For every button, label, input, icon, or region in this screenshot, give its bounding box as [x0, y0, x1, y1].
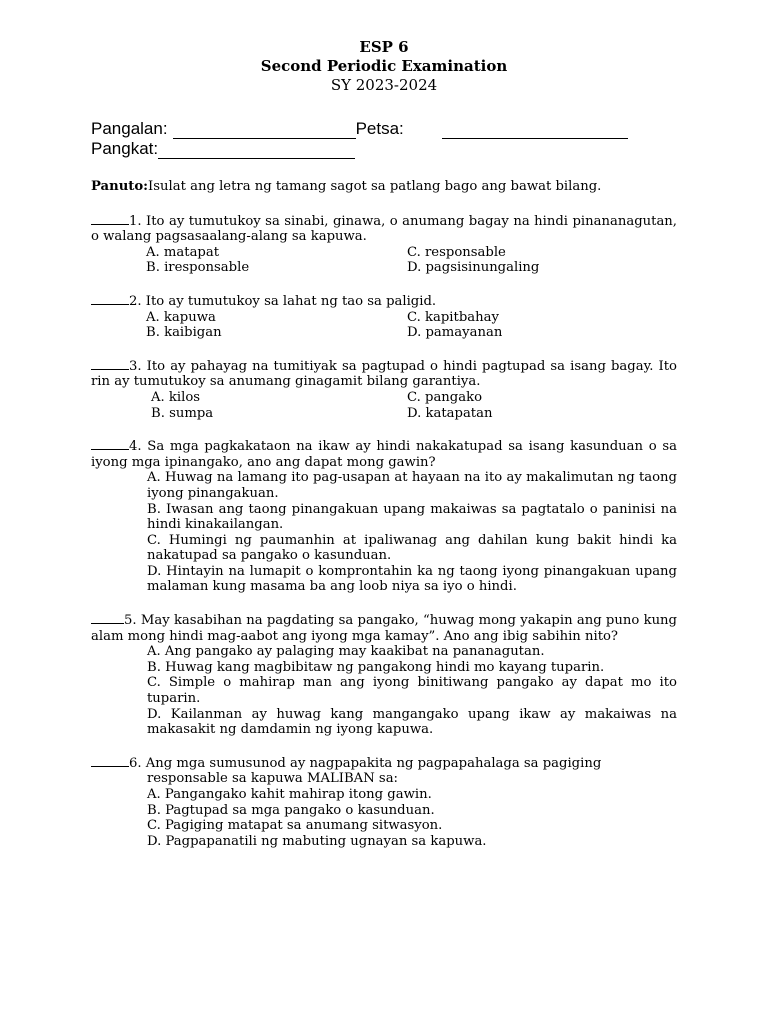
question-5 — [91, 610, 677, 738]
choice-b: B. Pagtupad sa mga pangako o kasunduan. — [147, 802, 435, 818]
choice-c: C. pangako — [407, 389, 483, 405]
choice-c: C. kapitbahay — [407, 309, 499, 325]
choices — [146, 310, 677, 341]
answer-blank[interactable] — [91, 356, 129, 370]
choice-b: B. kaibigan — [146, 325, 222, 341]
choices — [147, 644, 677, 738]
choice-b: B. sumpa — [151, 405, 214, 421]
question-text: 1. Ito ay tumutukoy sa sinabi, ginawa, o anumang bagay na hindi pinananagutan, o walang pagsasaalang-alang sa kapuwa. — [91, 211, 677, 245]
date-label: Petsa: — [355, 119, 404, 138]
instructions-text: Isulat ang letra ng tamang sagot sa patlang bago ang bawat bilang. — [148, 179, 602, 194]
choice-a: A. Pangangako kahit mahirap itong gawin. — [147, 787, 432, 802]
choice-b: B. iresponsable — [146, 260, 250, 276]
question-text: 4. Sa mga pagkakataon na ikaw ay hindi nakakatupad sa isang kasunduan o sa iyong mga ipinangako, ano ang dapat mong gawin? — [91, 436, 677, 470]
choices — [147, 470, 677, 595]
choice-d: D. katapatan — [407, 405, 493, 421]
choice-a: A. kapuwa — [146, 309, 216, 325]
choice-d: D. pamayanan — [407, 325, 503, 341]
choices — [151, 390, 677, 421]
question-1 — [91, 211, 677, 276]
question-text-continued: responsable sa kapuwa MALIBAN sa: — [147, 771, 399, 787]
answer-blank[interactable] — [91, 753, 129, 767]
name-blank[interactable] — [173, 122, 356, 139]
choice-a: A. kilos — [151, 389, 201, 405]
question-text: 6. Ang mga sumusunod ay nagpapakita ng pagpapahalaga sa pagiging — [91, 753, 677, 772]
question-3 — [91, 356, 677, 421]
choice-d: D. Hintayin na lumapit o komprontahin ka ng taong iyong pinangakuan upang malaman kung masama ba ang loob niya sa iyo o hindi. — [147, 563, 677, 595]
instructions-label: Panuto: — [91, 179, 149, 194]
answer-blank[interactable] — [91, 291, 129, 305]
question-2 — [91, 291, 677, 341]
section-blank[interactable] — [158, 142, 355, 159]
choice-d: D. Pagpapanatili ng mabuting ugnayan sa kapuwa. — [147, 833, 487, 849]
choice-a: A. Huwag na lamang ito pag-usapan at hayaan na ito ay makalimutan ng taong iyong pinangakuan. — [147, 470, 677, 501]
choice-d: D. Kailanman ay huwag kang mangangako upang ikaw ay makaiwas na makasakit ng damdamin ng iyong kapuwa. — [147, 706, 677, 738]
instructions — [91, 179, 677, 195]
question-text: 2. Ito ay tumutukoy sa lahat ng tao sa paligid. — [91, 291, 677, 310]
exam-title: Second Periodic Examination — [260, 57, 508, 75]
choice-c: C. Humingi ng paumanhin at ipaliwanag ang dahilan kung bakit hindi ka nakatupad sa pangako o kasunduan. — [147, 532, 677, 564]
choices — [146, 245, 677, 276]
choices — [147, 787, 677, 849]
name-date-row — [91, 119, 677, 139]
choice-a: A. Ang pangako ay palaging may kaakibat na pananagutan. — [147, 644, 545, 660]
question-text: 3. Ito ay pahayag na tumitiyak sa pagtupad o hindi pagtupad sa isang bagay. Ito rin ay tumutukoy sa anumang ginagamit bilang garantiya. — [91, 356, 677, 390]
name-label: Pangalan: — [91, 119, 168, 138]
choice-c: C. responsable — [407, 244, 506, 260]
choice-b: B. Iwasan ang taong pinangakuan upang makaiwas sa pagtatalo o paninisi na hindi kinakailangan. — [147, 501, 677, 533]
section-row — [91, 139, 677, 159]
answer-blank[interactable] — [91, 211, 129, 225]
answer-blank[interactable] — [91, 610, 124, 624]
question-6 — [91, 753, 677, 850]
subject-title: ESP 6 — [359, 38, 409, 56]
student-fields — [91, 119, 677, 159]
exam-header — [91, 38, 677, 95]
choice-c: C. Pagiging matapat sa anumang sitwasyon. — [147, 818, 443, 834]
choice-b: B. Huwag kang magbibitaw ng pangakong hindi mo kayang tuparin. — [147, 659, 605, 675]
choice-a: A. matapat — [146, 244, 220, 260]
question-4 — [91, 436, 677, 595]
answer-blank[interactable] — [91, 436, 129, 450]
choice-d: D. pagsisinungaling — [407, 260, 540, 276]
school-year: SY 2023-2024 — [330, 76, 438, 94]
date-blank[interactable] — [442, 122, 628, 139]
choice-c: C. Simple o mahirap man ang iyong binitiwang pangako ay dapat mo ito tuparin. — [147, 675, 677, 707]
question-text: 5. May kasabihan na pagdating sa pangako, “huwag mong yakapin ang puno kung alam mong hindi mag-aabot ang iyong mga kamay”. Ano ang ibig sabihin nito? — [91, 610, 677, 644]
section-label: Pangkat: — [91, 139, 159, 158]
